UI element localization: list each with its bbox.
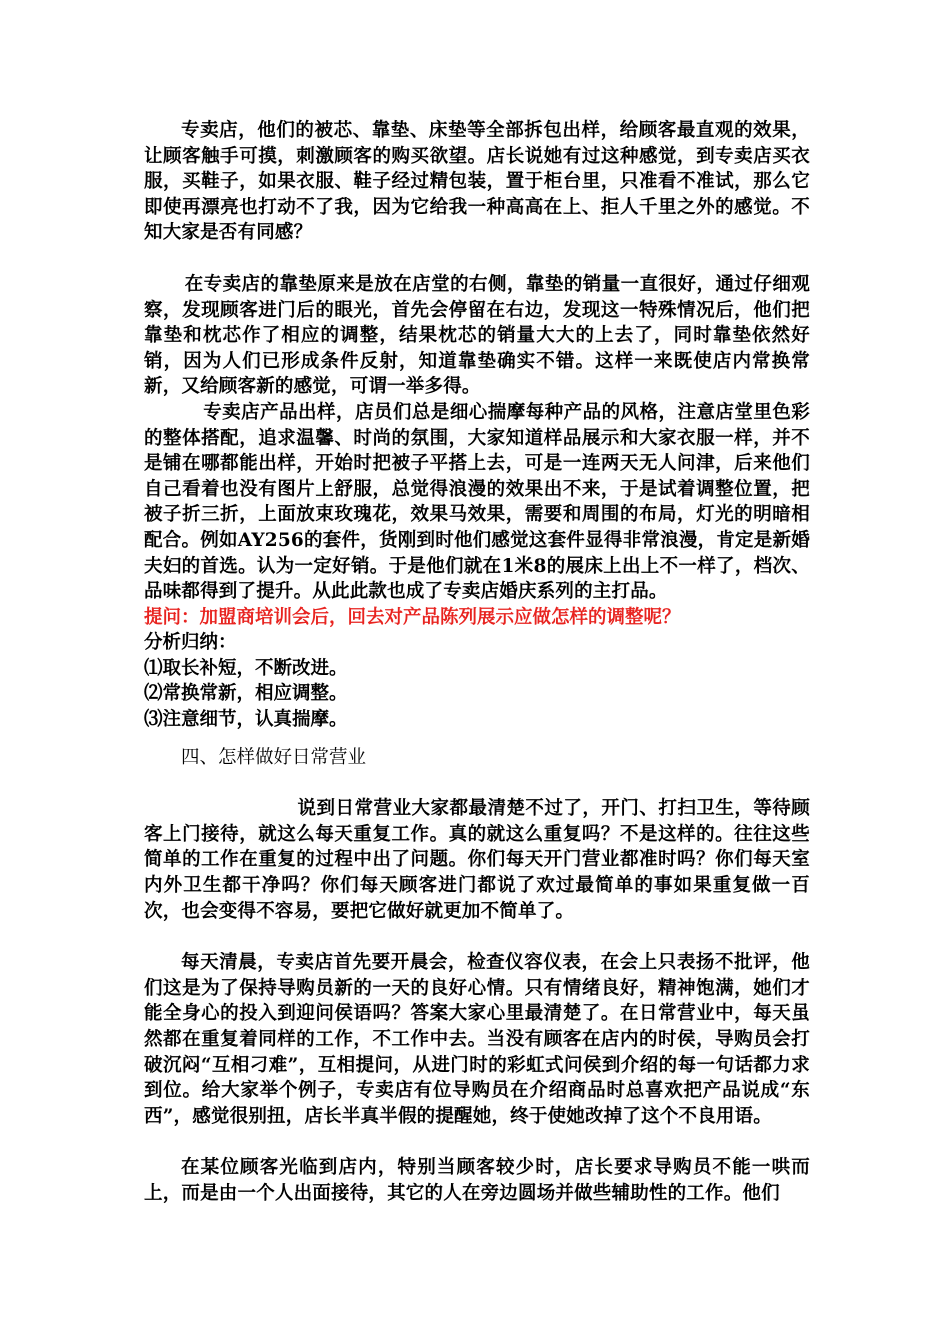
analysis-item: ⑶注意细节，认真揣摩。 xyxy=(144,709,348,731)
spacer xyxy=(144,246,810,272)
analysis-title: 分析归纳： xyxy=(144,632,237,654)
paragraph-product-display: 专卖店产品出样，店员们总是细心揣摩每种产品的风格，注意店堂里色彩的整体搭配，追求温馨、时尚的氛围，大家知道样品展示和大家衣服一样，并不是铺在哪都能出样，开始时把被子平搭上去，可是一连两天无人问津，后来他们自己看着也没有图片上舒服，总觉得浪漫的效果出不来，于是试着调整位置，把被子折三折，上面放束玫瑰花，效果马效果，需要和周围的布局，灯光的明暗相配合。例如AY256的套件，货刚到时他们感觉这套件显得非常浪漫，肯定是新婚夫妇的首选。认为一定好销。于是他们就在1米8的展床上出上不一样了，档次、品味都得到了提升。从此此款也成了专卖店婚庆系列的主打品。 xyxy=(144,401,810,603)
document-page xyxy=(144,118,810,1207)
section-heading: 四、怎样做好日常营业 xyxy=(181,746,367,768)
spacer xyxy=(144,1129,810,1155)
paragraph-daily-business: 说到日常营业大家都最清楚不过了，开门、打扫卫生，等待顾客上门接待，就这么每天重复工作。真的就这么重复吗？不是这样的。往往这些简单的工作在重复的过程中出了问题。你们每天开门营业都准时吗？你们每天室内外卫生都干净吗？你们每天顾客进门都说了欢过最简单的事如果重复做一百次，也会变得不容易，要把它做好就更加不简单了。 xyxy=(144,798,810,922)
paragraph-cushion-placement: 在专卖店的靠垫原来是放在店堂的右侧，靠垫的销量一直很好，通过仔细观察，发现顾客进门后的眼光，首先会停留在右边，发现这一特殊情况后，他们把靠垫和枕芯作了相应的调整，结果枕芯的销量大大的上去了，同时靠垫依然好销，因为人们已形成条件反射，知道靠垫确实不错。这样一来既使店内常换常新，又给顾客新的感觉，可谓一举多得。 xyxy=(144,273,810,398)
paragraph-morning-meeting: 每天清晨，专卖店首先要开晨会，检查仪容仪表，在会上只表扬不批评，他们这是为了保持导购员新的一天的良好心情。只有情绪良好，精神饱满，她们才能全身心的投入到迎问侯语吗？答案大家心里最清楚了。在日常营业中，每天虽然都在重复着同样的工作，不工作中去。当没有顾客在店内的时侯，导购员会打破沉闷“互相刁难”，互相提问，从进门时的彩虹式问侯到介绍的每一句话都力求到位。给大家举个例子，专卖店有位导购员在介绍商品时总喜欢把产品说成“东西”，感觉很别扭，店长半真半假的提醒她，终于使她改掉了这个不良用语。 xyxy=(144,952,810,1127)
paragraph-display-samples: 专卖店，他们的被芯、靠垫、床垫等全部拆包出样，给顾客最直观的效果，让顾客触手可摸，刺激顾客的购买欲望。店长说她有过这种感觉，到专卖店买衣服，买鞋子，如果衣服、鞋子经过精包装，置于柜台里，只准看不准试，那么它即使再漂亮也打动不了我，因为它给我一种高高在上、拒人千里之外的感觉。不知大家是否有同感？ xyxy=(144,120,810,244)
spacer xyxy=(144,924,810,950)
analysis-item: ⑴取长补短，不断改进。 xyxy=(144,657,348,679)
analysis-item: ⑵常换常新，相应调整。 xyxy=(144,683,348,705)
spacer xyxy=(144,770,810,796)
paragraph-customer-reception: 在某位顾客光临到店内，特别当顾客较少时，店长要求导购员不能一哄而上，而是由一个人出面接待，其它的人在旁边圆场并做些辅助性的工作。他们 xyxy=(144,1157,810,1204)
question-text: 提问：加盟商培训会后，回去对产品陈列展示应做怎样的调整呢？ xyxy=(144,606,681,628)
